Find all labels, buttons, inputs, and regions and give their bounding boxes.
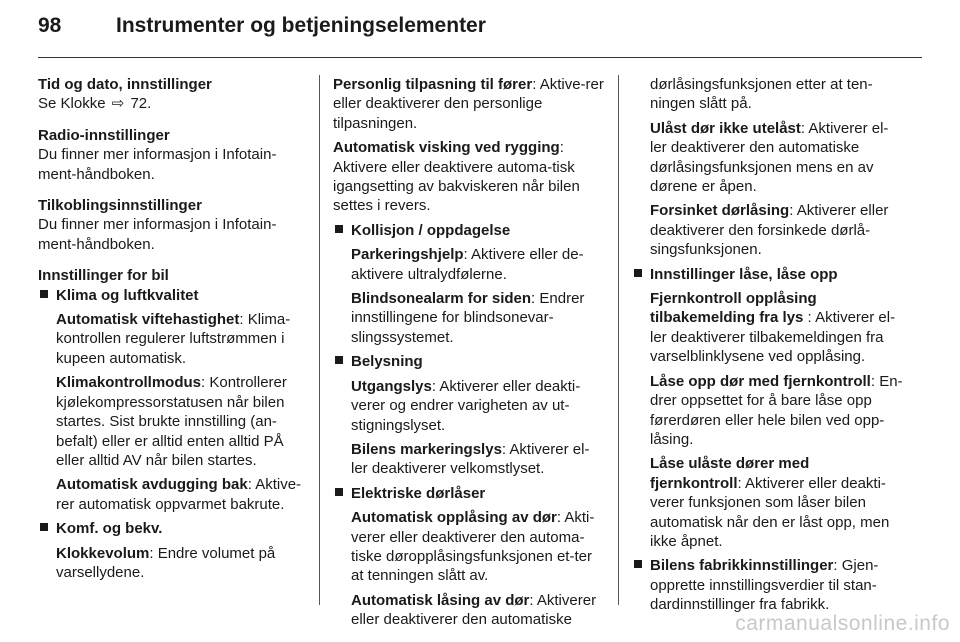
setting-entry: Klokkevolum: Endre volumet på varsellydene. <box>56 544 276 581</box>
setting-entry: Automatisk avdugging bak: Aktive-rer automatisk oppvarmet bakrute. <box>56 476 302 513</box>
setting-entry: Automatisk låsing av dør: Aktiverer eller deaktiverer den automatiske <box>351 591 597 629</box>
header-divider <box>38 57 922 58</box>
column-1 <box>38 75 306 587</box>
bullet-icon <box>335 488 343 496</box>
bullet-icon <box>335 356 343 364</box>
section-time-date <box>38 75 306 114</box>
page-title: Instrumenter og betjeningselementer <box>116 14 486 37</box>
section-text: Se Klokke ⇨ 72. <box>38 95 152 113</box>
bullet-icon <box>40 523 48 531</box>
page-number: 98 <box>38 14 62 37</box>
setting-entry: Personlig tilpasning til fører: Aktive-rer eller deaktiverer den personlige tilpasningen. <box>333 76 604 132</box>
setting-entry: Klimakontrollmodus: Kontrollerer kjølekompressorstatusen når bilen startes. Sist brukte innstilling (an-befalt) eller er alltid enten alltid PÅ eller alltid AV når bilen startes. <box>56 374 287 469</box>
setting-entry: Automatisk opplåsing av dør: Akti-verer eller deaktiverer den automa-tiske døropplåsingsfunksjonen et-ter at tenningen slått av. <box>351 509 595 585</box>
list-item: Klima og luftkvalitet <box>38 286 306 305</box>
setting-entry: Utgangslys: Aktiverer eller deakti-verer og endrer varigheten av ut-stigningslyset. <box>351 377 581 434</box>
list-item: Kollisjon / oppdagelse <box>333 221 605 240</box>
setting-entry: Automatisk visking ved rygging: Aktivere eller deaktivere automa-tisk igangsetting av bakviskeren når bilen settes i revers. <box>333 139 580 215</box>
section-text: Du finner mer informasjon i Infotain-ment-håndboken. <box>38 146 277 183</box>
column-3 <box>632 75 904 620</box>
watermark: carmanualsonline.info <box>735 612 950 635</box>
setting-entry: Ulåst dør ikke utelåst: Aktiverer el-ler deaktiverer den automatiske dørlåsingsfunksjonen mens en av dørene er åpen. <box>650 119 889 196</box>
page-reference[interactable]: 72. <box>130 95 152 113</box>
section-connection <box>38 196 306 254</box>
list-item: Elektriske dørlåser <box>333 484 605 503</box>
column-2 <box>333 75 605 635</box>
bullet-icon <box>40 290 48 298</box>
list-item: Belysning <box>333 352 605 371</box>
section-title: Tilkoblingsinnstillinger <box>38 197 202 215</box>
setting-entry: Blindsonealarm for siden: Endrer innstillingene for blindsonevar-slingssystemet. <box>351 290 585 346</box>
list-item: Bilens fabrikkinnstillinger: Gjen-opprette innstillingsverdier til stan-dardinnstillinger fra fabrikk. <box>632 556 904 614</box>
setting-entry: Låse ulåste dører med fjernkontroll: Aktiverer eller deakti-verer funksjonen som låser bilen automatisk når den er låst opp, men ikke åpnet. <box>650 455 890 550</box>
section-title: Tid og dato, innstillinger <box>38 76 212 93</box>
setting-entry: Bilens markeringslys: Aktiverer el-ler deaktiverer velkomstlyset. <box>351 440 590 478</box>
list-item: Komf. og bekv. <box>38 519 306 538</box>
section-title: Radio-innstillinger <box>38 126 170 144</box>
section-text: Du finner mer informasjon i Infotain-ment-håndboken. <box>38 216 277 253</box>
setting-entry: Parkeringshjelp: Aktivere eller de-aktivere ultralydfølerne. <box>351 246 584 283</box>
list-item: Innstillinger låse, låse opp <box>632 265 904 284</box>
setting-entry: Forsinket dørlåsing: Aktiverer eller deaktiverer den forsinkede dørlå-singsfunksjonen. <box>650 202 889 259</box>
setting-entry: dørlåsingsfunksjonen etter at ten-ningen slått på. <box>650 76 873 113</box>
bullet-icon <box>335 225 343 233</box>
bullet-icon <box>634 269 642 277</box>
setting-entry: Låse opp dør med fjernkontroll: En-drer oppsettet for å bare låse opp førerdøren eller hele bilen ved opp-låsing. <box>650 372 903 448</box>
section-car-settings <box>38 266 306 582</box>
bullet-icon <box>634 560 642 568</box>
setting-entry: Fjernkontroll opplåsing tilbakemelding fra lys : Aktiverer el-ler deaktiverer tilbakemeldingen fra varselblinklysene ved opplåsing. <box>650 290 896 366</box>
section-title: Innstillinger for bil <box>38 267 169 285</box>
column-divider <box>319 75 320 605</box>
column-divider <box>618 75 619 605</box>
reference-arrow-icon: ⇨ <box>111 95 125 113</box>
section-radio <box>38 126 306 184</box>
setting-entry: Automatisk viftehastighet: Klima-kontrollen regulerer luftstrømmen i kupeen automatisk. <box>56 311 291 367</box>
